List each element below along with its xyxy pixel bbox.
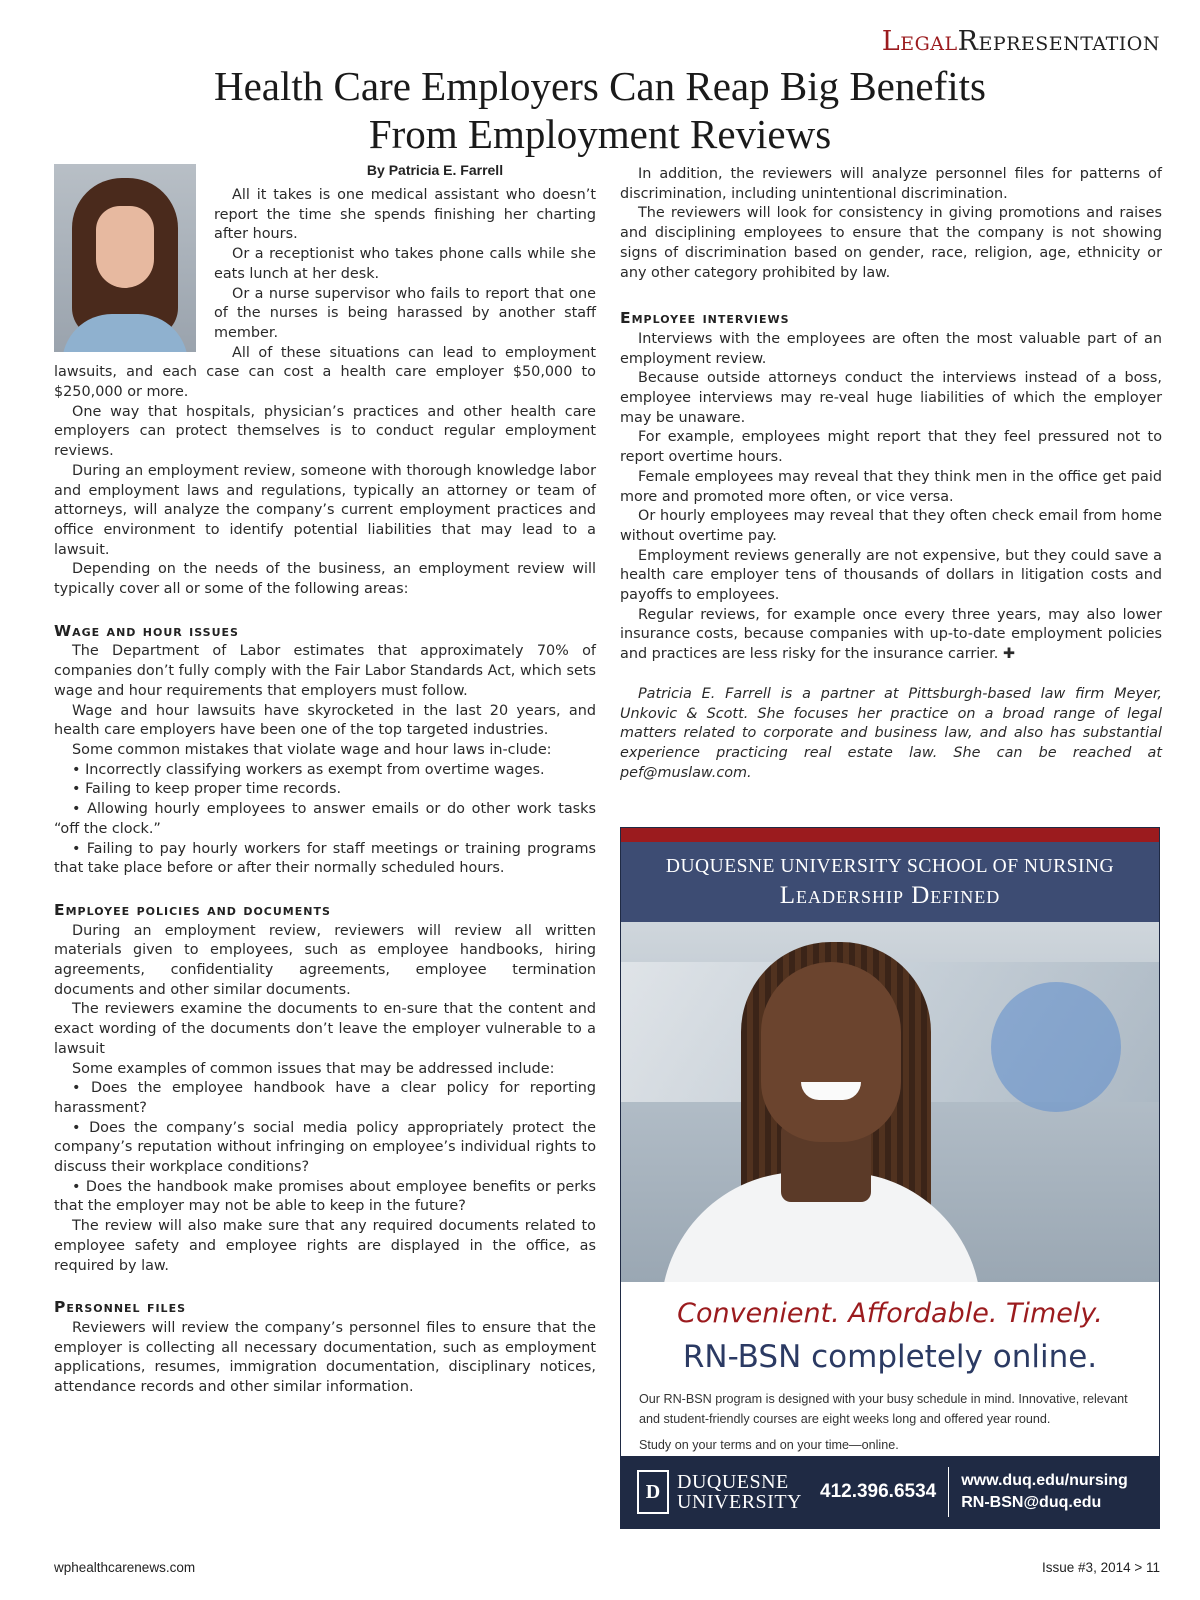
paragraph: In addition, the reviewers will analyze personnel files for patterns of discrimination, including unintentional discrimination. bbox=[620, 166, 1162, 202]
headline-line1: Health Care Employers Can Reap Big Benefits bbox=[214, 63, 986, 109]
byline: By Patricia E. Farrell bbox=[366, 162, 504, 178]
paragraph: For example, employees might report that they feel pressured not to report overtime hours. bbox=[620, 429, 1162, 466]
bullet-item: • Does the employee handbook have a clear policy for reporting harassment? bbox=[54, 1080, 596, 1116]
heading-wage-hour: Wage and hour issues bbox=[54, 621, 239, 640]
paragraph: The Department of Labor estimates that approximately 70% of companies don’t fully comply with the Fair Labor Standards Act, which sets wage and hour requirements that employers must follow. bbox=[54, 643, 596, 699]
ad-footer bbox=[621, 1456, 1159, 1528]
paragraph: All it takes is one medical assistant who doesn’t report the time she spends finishing her charting after hours. bbox=[214, 187, 596, 243]
ad-body-text: Our RN-BSN program is designed with your busy schedule in mind. Innovative, relevant and student-friendly courses are eight weeks long and offered year round. bbox=[639, 1392, 1128, 1426]
paragraph: Reviewers will review the company’s personnel files to ensure that the employer is collecting all necessary documentation, such as employment applications, resumes, immigration documentation, disciplinary notices, attendance records and other similar information. bbox=[54, 1319, 596, 1396]
section-tag bbox=[882, 26, 1160, 57]
paragraph: Employment reviews generally are not expensive, but they could save a health care employer tens of thousands of dollars in litigation costs and payoffs to employees. bbox=[620, 547, 1162, 604]
closing-text: Regular reviews, for example once every three years, may also lower insurance costs, because companies with up-to-date employment policies and practices are less risky for the insurance carrier. bbox=[620, 606, 1162, 663]
headline-line2: From Employment Reviews bbox=[368, 111, 832, 157]
paragraph: During an employment review, someone with thorough knowledge labor and employment laws and regulations, typically an attorney or team of attorneys, will analyze the company’s current employment practices and office environment to identify potential liabilities that may lead to a lawsuit. bbox=[54, 462, 596, 558]
ad-tagline: Leadership Defined bbox=[779, 882, 1001, 909]
paragraph: Some examples of common issues that may be addressed include: bbox=[72, 1060, 555, 1077]
paragraph: Some common mistakes that violate wage and hour laws in-clude: bbox=[72, 741, 552, 758]
ad-logo-text bbox=[677, 1472, 802, 1512]
ad-email-link[interactable]: RN-BSN@duq.edu bbox=[961, 1494, 1102, 1511]
section-tag-representation: Representation bbox=[957, 26, 1160, 57]
ad-contacts bbox=[961, 1470, 1128, 1514]
ad-headline-benefits: Convenient. Affordable. Timely. bbox=[677, 1298, 1103, 1329]
advertisement[interactable] bbox=[620, 827, 1160, 1529]
ad-body-text: Study on your terms and on your time—online. bbox=[639, 1438, 899, 1452]
ad-header bbox=[621, 842, 1159, 922]
paragraph: Depending on the needs of the business, an employment review will typically cover all or some of the following areas: bbox=[54, 561, 596, 598]
ad-photo-nurse bbox=[621, 922, 1159, 1282]
paragraph: Interviews with the employees are often the most valuable part of an employment review. bbox=[620, 330, 1162, 367]
paragraph: Or a receptionist who takes phone calls while she eats lunch at her desk. bbox=[214, 246, 596, 282]
bullet-item: • Does the company’s social media policy appropriately protect the company’s reputation without infringing on employee’s individual rights to discuss their workplace conditions? bbox=[54, 1119, 596, 1176]
author-photo bbox=[54, 164, 196, 352]
heading-personnel: Personnel files bbox=[54, 1298, 187, 1317]
bullet-item: • Failing to keep proper time records. bbox=[72, 781, 342, 798]
footer-site[interactable]: wphealthcarenews.com bbox=[54, 1560, 196, 1575]
paragraph bbox=[620, 606, 1162, 665]
footer-issue: Issue #3, 2014 > 11 bbox=[1042, 1560, 1160, 1575]
bullet-item: • Failing to pay hourly workers for staff meetings or training programs that take place before or after their normally scheduled hours. bbox=[54, 840, 596, 877]
paragraph: The reviewers examine the documents to en-sure that the content and exact wording of the documents don’t leave the employer vulnerable to a lawsuit bbox=[54, 1001, 596, 1057]
paragraph: All of these situations can lead to employment lawsuits, and each case can cost a health care employer $50,000 to $250,000 or more. bbox=[54, 344, 596, 401]
bullet-item: • Incorrectly classifying workers as exempt from overtime wages. bbox=[72, 761, 545, 778]
paragraph: The review will also make sure that any required documents related to employee safety and employee rights are displayed in the office, as required by law. bbox=[54, 1218, 596, 1274]
paragraph: Or a nurse supervisor who fails to report that one of the nurses is being harassed by another staff member. bbox=[214, 285, 596, 341]
paragraph: During an employment review, reviewers will review all written materials given to employees, such as employee handbooks, hiring agreements, confidentiality agreements, employee termination documents and other similar documents. bbox=[54, 922, 596, 998]
article-headline bbox=[60, 62, 1140, 158]
right-column bbox=[620, 165, 1162, 783]
paragraph: Or hourly employees may reveal that they often check email from home without overtime pay. bbox=[620, 508, 1162, 544]
bullet-item: • Does the handbook make promises about employee benefits or perks that the employer may not be able to keep in the future? bbox=[54, 1178, 596, 1215]
duquesne-logo-icon: D bbox=[637, 1470, 669, 1514]
heading-policies: Employee policies and documents bbox=[54, 900, 331, 919]
left-column bbox=[54, 186, 596, 1398]
ad-headline-program: RN-BSN completely online. bbox=[682, 1339, 1098, 1375]
paragraph: One way that hospitals, physician’s practices and other health care employers can protect themselves is to conduct regular employment reviews. bbox=[54, 403, 596, 460]
bullet-item: • Allowing hourly employees to answer emails or do other work tasks “off the clock.” bbox=[54, 801, 596, 837]
heading-interviews: Employee interviews bbox=[620, 309, 790, 328]
paragraph: Because outside attorneys conduct the interviews instead of a boss, employee interviews may re-veal huge liabilities of which the employer may be unaware. bbox=[620, 370, 1162, 426]
ad-divider bbox=[948, 1467, 949, 1517]
paragraph: Female employees may reveal that they think men in the office get paid more and promoted more often, or vice versa. bbox=[620, 468, 1162, 505]
paragraph: The reviewers will look for consistency in giving promotions and raises and disciplining employees to ensure that the company is not showing signs of discrimination based on gender, race, religion, age, ethnicity or any other category prohibited by law. bbox=[620, 205, 1162, 281]
ad-phone[interactable]: 412.396.6534 bbox=[820, 1481, 937, 1502]
ad-website-link[interactable]: www.duq.edu/nursing bbox=[961, 1472, 1128, 1489]
logo-line1: DUQUESNE bbox=[677, 1471, 789, 1493]
logo-line2: UNIVERSITY bbox=[677, 1491, 802, 1513]
ad-school-name: DUQUESNE UNIVERSITY SCHOOL OF NURSING bbox=[665, 856, 1115, 877]
ad-body bbox=[621, 1389, 1159, 1455]
ad-red-bar bbox=[621, 828, 1159, 842]
section-tag-legal: Legal bbox=[881, 26, 958, 57]
author-bio: Patricia E. Farrell is a partner at Pittsburgh-based law firm Meyer, Unkovic & Scott. She focuses her practice on a broad range of legal matters related to corporate and business law, and also has substantial experience practicing real estate law. She can be reached at pef@muslaw.com. bbox=[620, 685, 1162, 781]
paragraph: Wage and hour lawsuits have skyrocketed in the last 20 years, and health care employers have been one of the top targeted industries. bbox=[54, 702, 596, 739]
end-mark-icon: ✚ bbox=[1002, 646, 1015, 663]
